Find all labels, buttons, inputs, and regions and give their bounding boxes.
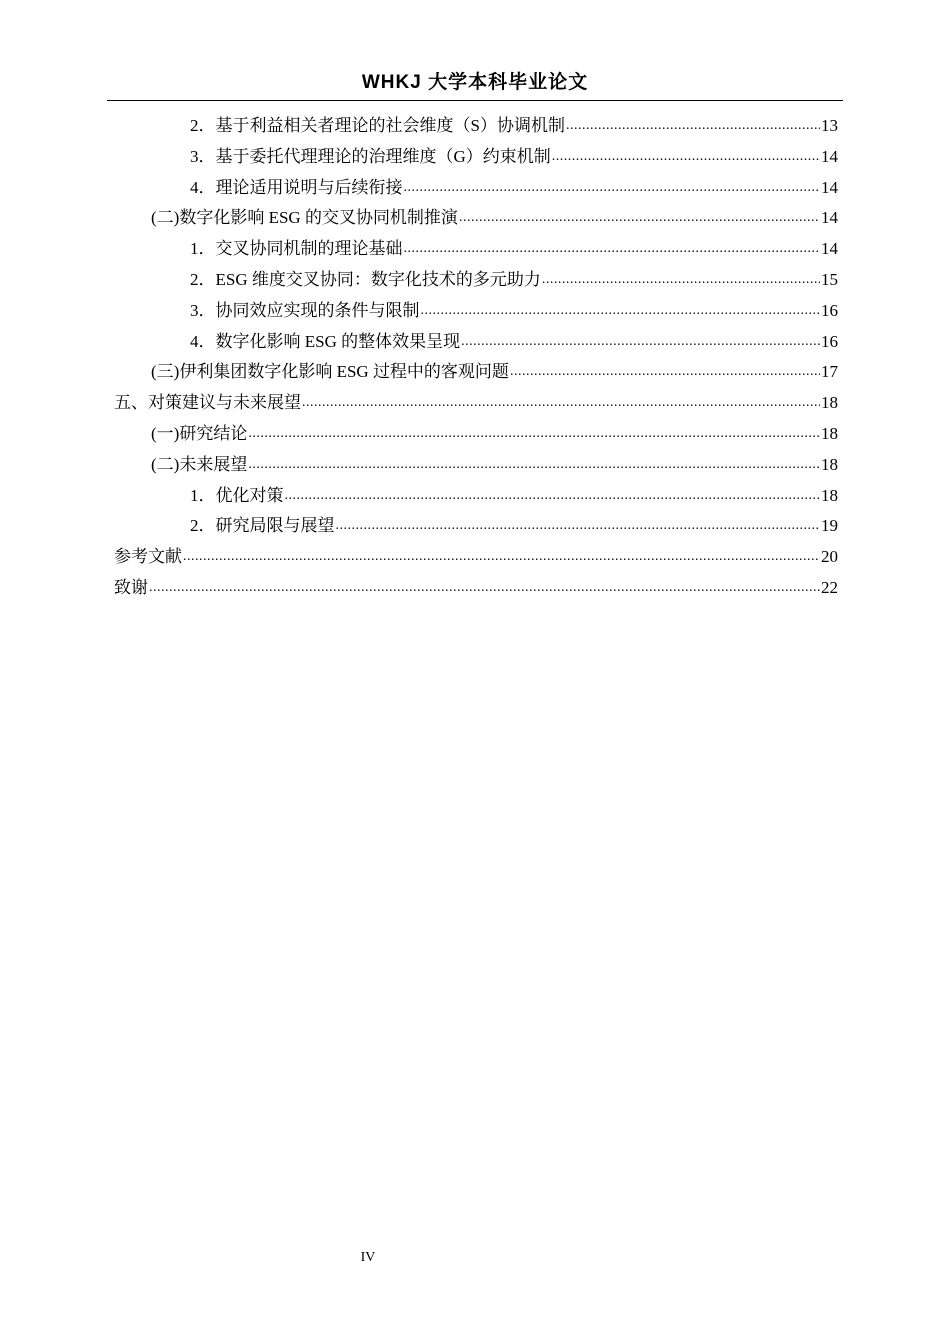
toc-entry[interactable] xyxy=(114,111,838,142)
toc-entry[interactable] xyxy=(114,203,838,234)
toc-entry-title: 五、对策建议与未来展望 xyxy=(114,393,301,413)
toc-entry-title: 2．基于利益相关者理论的社会维度（S）协调机制 xyxy=(190,116,565,135)
toc-entry[interactable] xyxy=(114,481,838,512)
page-footer xyxy=(0,1250,736,1266)
toc-leader-dots xyxy=(149,573,820,604)
toc-entry-page: 13 xyxy=(821,116,838,135)
toc-leader-dots xyxy=(404,234,821,265)
page-header xyxy=(107,68,843,101)
toc-leader-dots xyxy=(421,296,821,327)
toc-leader-dots xyxy=(336,511,821,542)
toc-leader-dots xyxy=(404,173,821,204)
toc-entry-title: 1．优化对策 xyxy=(190,485,284,505)
page-number: IV xyxy=(360,1250,376,1265)
table-of-contents xyxy=(114,111,838,604)
toc-entry-title: 3．基于委托代理理论的治理维度（G）约束机制 xyxy=(190,146,551,166)
toc-entry-title: 2．ESG 维度交叉协同：数字化技术的多元助力 xyxy=(190,269,541,289)
toc-entry-page: 18 xyxy=(821,454,838,474)
toc-entry-title: (二)未来展望 xyxy=(151,454,248,474)
toc-leader-dots xyxy=(542,265,820,296)
toc-entry-page: 14 xyxy=(821,208,838,228)
toc-entry-page: 17 xyxy=(821,362,838,382)
toc-leader-dots xyxy=(510,357,820,388)
toc-entry-page: 20 xyxy=(821,547,838,567)
toc-entry-page: 14 xyxy=(821,177,838,197)
toc-entry-title: (一)研究结论 xyxy=(151,423,248,443)
toc-leader-dots xyxy=(302,388,820,419)
toc-leader-dots xyxy=(552,142,820,173)
toc-entry-title: 致谢 xyxy=(114,577,148,597)
toc-entry-page: 14 xyxy=(821,146,838,166)
toc-leader-dots xyxy=(183,542,820,573)
toc-entry-title: (二)数字化影响 ESG 的交叉协同机制推演 xyxy=(151,208,458,228)
toc-entry[interactable] xyxy=(114,327,838,358)
toc-entry[interactable] xyxy=(114,388,838,419)
toc-entry[interactable] xyxy=(114,296,838,327)
toc-leader-dots xyxy=(459,203,820,234)
toc-entry-title: 4．理论适用说明与后续衔接 xyxy=(190,177,403,197)
toc-entry-page: 18 xyxy=(821,423,838,443)
toc-entry-title: (三)伊利集团数字化影响 ESG 过程中的客观问题 xyxy=(151,362,509,382)
toc-entry[interactable] xyxy=(114,573,838,604)
toc-leader-dots xyxy=(566,111,820,142)
toc-leader-dots xyxy=(248,450,820,481)
toc-entry[interactable] xyxy=(114,265,838,296)
toc-entry-page: 18 xyxy=(821,485,838,505)
toc-entry[interactable] xyxy=(114,234,838,265)
toc-entry[interactable] xyxy=(114,142,838,173)
toc-entry-title: 2．研究局限与展望 xyxy=(190,516,335,536)
toc-entry[interactable] xyxy=(114,419,838,450)
toc-entry-page: 16 xyxy=(821,300,838,320)
toc-entry-page: 18 xyxy=(821,393,838,413)
toc-entry-page: 22 xyxy=(821,577,838,597)
toc-leader-dots xyxy=(285,481,821,512)
toc-entry-page: 14 xyxy=(821,239,838,259)
toc-entry[interactable] xyxy=(114,542,838,573)
toc-entry-title: 4．数字化影响 ESG 的整体效果呈现 xyxy=(190,331,461,351)
toc-entry-page: 16 xyxy=(821,331,838,351)
toc-entry-title: 参考文献 xyxy=(114,547,182,567)
toc-entry[interactable] xyxy=(114,173,838,204)
toc-leader-dots xyxy=(248,419,820,450)
toc-entry-page: 15 xyxy=(821,269,838,289)
toc-entry[interactable] xyxy=(114,511,838,542)
toc-entry-title: 3．协同效应实现的条件与限制 xyxy=(190,300,420,320)
toc-leader-dots xyxy=(461,327,820,358)
toc-entry-title: 1．交叉协同机制的理论基础 xyxy=(190,239,403,259)
toc-entry-page: 19 xyxy=(821,516,838,536)
toc-entry[interactable] xyxy=(114,357,838,388)
toc-entry[interactable] xyxy=(114,450,838,481)
header-title: WHKJ 大学本科毕业论文 xyxy=(361,72,589,93)
